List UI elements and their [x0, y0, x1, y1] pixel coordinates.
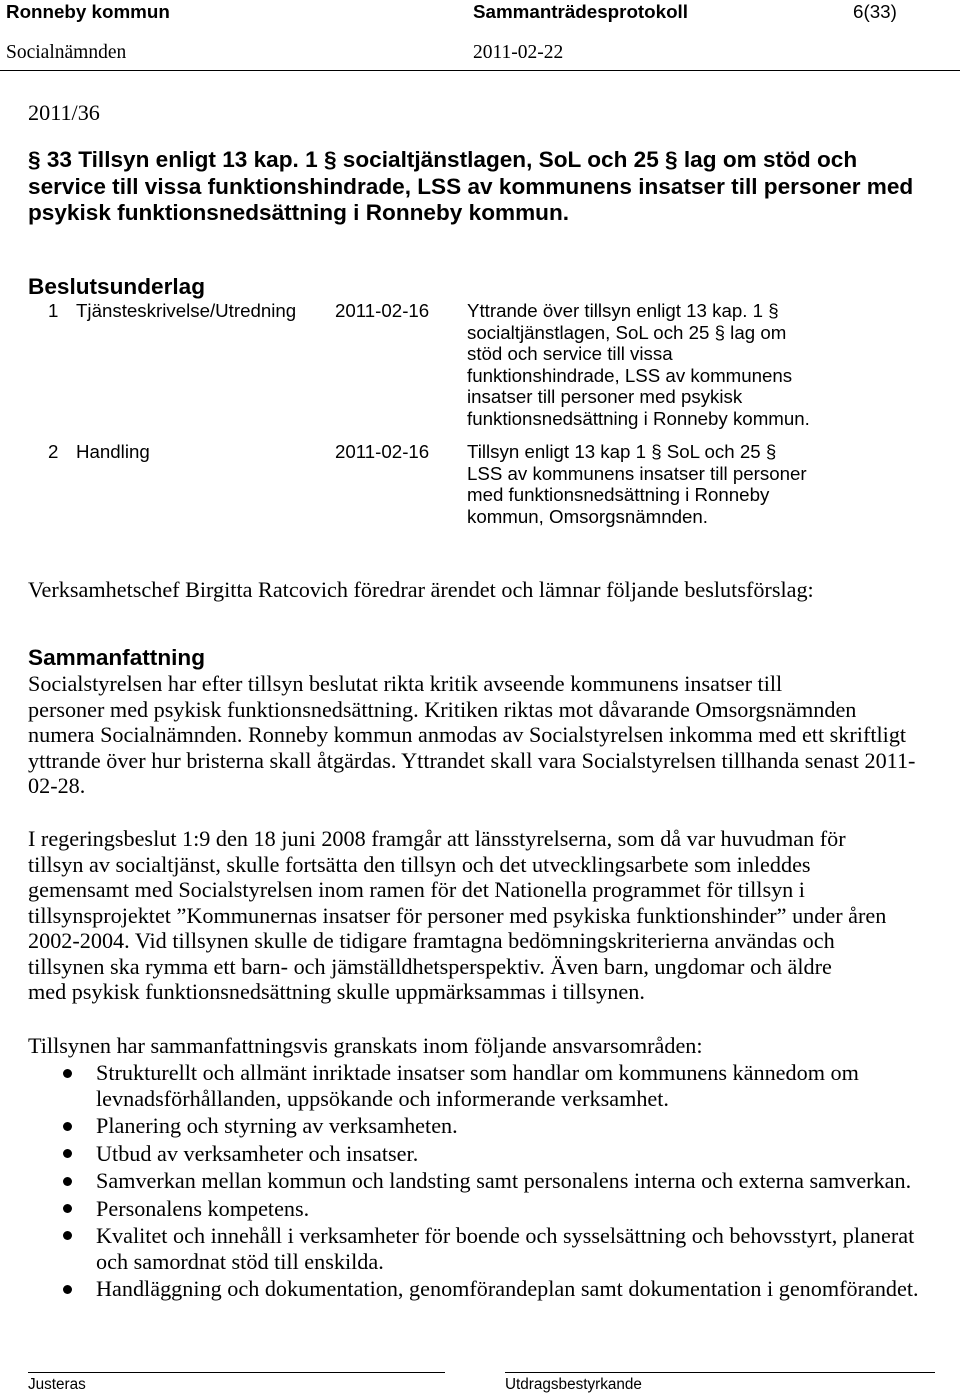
page-number: 6(33)	[853, 1, 897, 22]
summary-heading: Sammanfattning	[28, 645, 205, 670]
list-item-line: levnadsförhållanden, uppsökande och informerande verksamhet.	[96, 1086, 669, 1111]
description-line: kommun, Omsorgsnämnden.	[467, 505, 708, 527]
decision-basis-heading: Beslutsunderlag	[28, 274, 206, 299]
bullet-icon	[63, 1069, 72, 1078]
description-line: funktionshindrade, LSS av kommunens	[467, 364, 793, 386]
footer-utdrag-label: Utdragsbestyrkande	[505, 1376, 642, 1393]
paragraph-line: I regeringsbeslut 1:9 den 18 juni 2008 framgår att länsstyrelserna, som då var huvudman för	[28, 826, 846, 851]
bullet-icon	[63, 1231, 72, 1240]
list-item-line: Utbud av verksamheter och insatser.	[96, 1140, 419, 1166]
summary-paragraph-1	[28, 671, 915, 799]
description-line: insatser till personer med psykisk	[467, 386, 743, 408]
list-item-line: Kvalitet och innehåll i verksamheter för boende och sysselsättning och behovsstyrt, planerat	[96, 1222, 915, 1248]
basis-row	[0, 441, 960, 529]
bullet-icon	[63, 1204, 72, 1213]
title-line: psykisk funktionsnedsättning i Ronneby kommun.	[28, 200, 570, 225]
responsibility-areas-list	[0, 1060, 960, 1304]
list-item-line: Personalens kompetens.	[96, 1195, 310, 1221]
list-item	[0, 1060, 960, 1112]
paragraph-line: tillsyn av socialtjänst, skulle fortsätta den tillsyn och det utvecklingsarbete som inleddes	[28, 851, 811, 877]
description-line: funktionsnedsättning i Ronneby kommun.	[467, 407, 810, 429]
bullet-icon	[63, 1122, 72, 1131]
bullet-icon	[63, 1177, 72, 1186]
paragraph-line: tillsynen ska rymma ett barn- och jämställdhetsperspektiv. Även barn, ungdomar och äldre	[28, 953, 832, 979]
description-line: LSS av kommunens insatser till personer	[467, 462, 807, 484]
basis-row-description	[467, 300, 810, 430]
description-line: Yttrande över tillsyn enligt 13 kap. 1 §	[467, 300, 779, 321]
description-line: socialtjänstlagen, SoL och 25 § lag om	[467, 321, 787, 343]
list-item-line: Planering och styrning av verksamheten.	[96, 1113, 458, 1139]
paragraph-line: Socialstyrelsen har efter tillsyn beslutat rikta kritik avseende kommunens insatser till	[28, 671, 783, 696]
list-item	[0, 1168, 960, 1194]
description-line: stöd och service till vissa	[467, 343, 673, 365]
list-item-line: Strukturellt och allmänt inriktade insatser som handlar om kommunens kännedom om	[96, 1060, 859, 1085]
list-item-line: och samordnat stöd till enskilda.	[96, 1248, 384, 1274]
paragraph-line: yttrande över hur bristerna skall åtgärdas. Yttrandet skall vara Socialstyrelsen tillhanda senast 2011-	[28, 747, 916, 773]
paragraph-line: gemensamt med Socialstyrelsen inom ramen för det Nationella programmet för tillsyn i	[28, 877, 805, 902]
footer-signature-line-left	[28, 1372, 445, 1373]
paragraph-line: numera Socialnämnden. Ronneby kommun anmodas av Socialstyrelsen inkomma med ett skriftligt	[28, 722, 907, 747]
basis-row-description	[467, 441, 807, 527]
header-divider	[0, 70, 960, 71]
case-number: 2011/36	[28, 100, 100, 125]
municipality-name: Ronneby kommun	[6, 1, 170, 22]
page-title	[28, 147, 913, 227]
basis-row-number: 1	[48, 300, 59, 321]
footer-justeras-label: Justeras	[28, 1376, 86, 1393]
basis-row	[0, 300, 960, 430]
description-line: med funktionsnedsättning i Ronneby	[467, 484, 770, 506]
summary-paragraph-2	[28, 826, 886, 1005]
basis-row-type: Tjänsteskrivelse/Utredning	[76, 300, 297, 321]
title-line: service till vissa funktionshindrade, LSS av kommunens insatser till personer med	[28, 173, 914, 199]
basis-row-number: 2	[48, 441, 59, 462]
committee-name: Socialnämnden	[6, 42, 127, 63]
paragraph-line: med psykisk funktionsnedsättning skulle uppmärksammas i tillsynen.	[28, 979, 645, 1004]
title-line: § 33 Tillsyn enligt 13 kap. 1 § socialtjänstlagen, SoL och 25 § lag om stöd och	[28, 147, 858, 172]
paragraph-line: 02-28.	[28, 773, 86, 798]
list-item-line: Samverkan mellan kommun och landsting samt personalens interna och externa samverkan.	[96, 1168, 912, 1194]
description-line: Tillsyn enligt 13 kap 1 § SoL och 25 §	[467, 441, 777, 462]
basis-row-date: 2011-02-16	[335, 300, 430, 321]
list-item-line: Handläggning och dokumentation, genomförandeplan samt dokumentation i genomförandet.	[96, 1276, 919, 1302]
summary-paragraph-3: Tillsynen har sammanfattningsvis granskats inom följande ansvarsområden:	[28, 1033, 703, 1058]
document-type: Sammanträdesprotokoll	[473, 1, 688, 22]
presentation-text: Verksamhetschef Birgitta Ratcovich föredrar ärendet och lämnar följande beslutsförslag:	[28, 577, 814, 602]
list-item	[0, 1223, 960, 1275]
meeting-date: 2011-02-22	[473, 42, 564, 63]
list-item	[0, 1196, 960, 1222]
list-item	[0, 1141, 960, 1167]
paragraph-line: personer med psykisk funktionsnedsättning. Kritiken riktas mot dåvarande Omsorgsnämnden	[28, 696, 857, 722]
paragraph-line: tillsynsprojektet ”Kommunernas insatser för personer med psykiska funktionshinder” under åren	[28, 902, 887, 928]
bullet-icon	[63, 1285, 72, 1294]
basis-row-type: Handling	[76, 441, 150, 462]
bullet-icon	[63, 1149, 72, 1158]
footer-signature-line-right	[505, 1372, 935, 1373]
basis-row-date: 2011-02-16	[335, 441, 430, 462]
list-item	[0, 1276, 960, 1302]
paragraph-line: 2002-2004. Vid tillsynen skulle de tidigare framtagna bedömningskriterierna användas och	[28, 928, 835, 953]
list-item	[0, 1113, 960, 1139]
